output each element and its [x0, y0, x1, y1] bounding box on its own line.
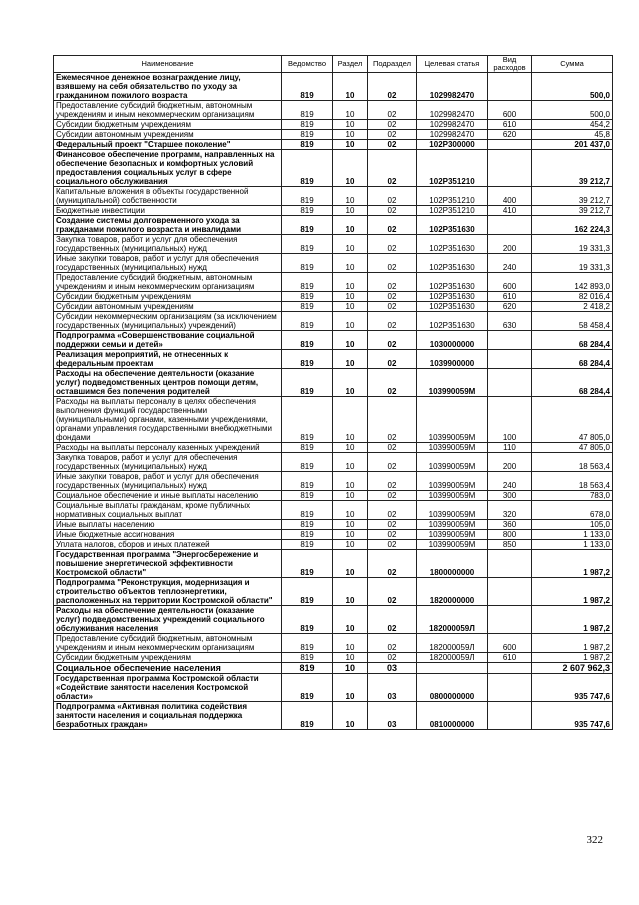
cell-target-article: 103990059М	[417, 501, 488, 520]
cell-expense-type: 410	[488, 206, 532, 216]
table-row	[54, 350, 613, 369]
cell-subsection: 02	[368, 491, 417, 501]
cell-target-article: 102P351630	[417, 235, 488, 254]
cell-sum: 1 987,2	[532, 634, 613, 653]
cell-expense-type: 110	[488, 443, 532, 453]
table-row	[54, 606, 613, 634]
cell-name: Субсидии некоммерческим организациям (за исключением государственных (муниципальных) учреждений)	[54, 312, 282, 331]
cell-target-article: 1800000000	[417, 550, 488, 578]
cell-name: Закупка товаров, работ и услуг для обеспечения государственных (муниципальных) нужд	[54, 235, 282, 254]
table-header-row	[54, 56, 613, 73]
table-row	[54, 302, 613, 312]
cell-target-article: 103990059М	[417, 530, 488, 540]
header-section: Раздел	[333, 56, 368, 73]
cell-subsection: 02	[368, 443, 417, 453]
cell-department: 819	[282, 130, 333, 140]
cell-expense-type	[488, 369, 532, 397]
cell-sum: 935 747,6	[532, 674, 613, 702]
cell-name: Государственная программа Костромской области «Содействие занятости населения Костромской области»	[54, 674, 282, 702]
cell-sum: 2 418,2	[532, 302, 613, 312]
cell-section: 10	[333, 369, 368, 397]
cell-name: Расходы на выплаты персоналу казенных учреждений	[54, 443, 282, 453]
cell-subsection: 02	[368, 397, 417, 443]
cell-section: 10	[333, 331, 368, 350]
cell-department: 819	[282, 443, 333, 453]
cell-section: 10	[333, 397, 368, 443]
table-row	[54, 491, 613, 501]
header-name: Наименование	[54, 56, 282, 73]
cell-subsection: 02	[368, 140, 417, 150]
cell-section: 10	[333, 120, 368, 130]
cell-subsection: 02	[368, 187, 417, 206]
cell-name: Бюджетные инвестиции	[54, 206, 282, 216]
cell-department: 819	[282, 501, 333, 520]
cell-target-article: 103990059М	[417, 520, 488, 530]
table-row	[54, 702, 613, 730]
cell-name: Закупка товаров, работ и услуг для обеспечения государственных (муниципальных) нужд	[54, 453, 282, 472]
cell-expense-type	[488, 331, 532, 350]
cell-section: 10	[333, 302, 368, 312]
header-expense-type: Вид расходов	[488, 56, 532, 73]
cell-target-article: 103990059М	[417, 540, 488, 550]
cell-sum: 19 331,3	[532, 235, 613, 254]
cell-name: Ежемесячное денежное вознаграждение лицу, взявшему на себя обязательство по уходу за гражданином пожилого возраста	[54, 73, 282, 101]
cell-expense-type: 630	[488, 312, 532, 331]
cell-subsection: 02	[368, 540, 417, 550]
cell-sum: 19 331,3	[532, 254, 613, 273]
cell-name: Предоставление субсидий бюджетным, автономным учреждениям и иным некоммерческим организациям	[54, 101, 282, 120]
header-department: Ведомство	[282, 56, 333, 73]
cell-name: Иные бюджетные ассигнования	[54, 530, 282, 540]
table-row	[54, 578, 613, 606]
cell-sum: 47 805,0	[532, 397, 613, 443]
table-row	[54, 530, 613, 540]
cell-department: 819	[282, 254, 333, 273]
cell-subsection: 02	[368, 472, 417, 491]
cell-section: 10	[333, 702, 368, 730]
table-row	[54, 663, 613, 674]
cell-sum: 105,0	[532, 520, 613, 530]
cell-department: 819	[282, 453, 333, 472]
cell-target-article: 103990059М	[417, 369, 488, 397]
cell-department: 819	[282, 150, 333, 187]
cell-subsection: 02	[368, 606, 417, 634]
cell-section: 10	[333, 187, 368, 206]
header-target-article: Целевая статья	[417, 56, 488, 73]
cell-name: Расходы на обеспечение деятельности (оказание услуг) подведомственных учреждений социального обслуживания населения	[54, 606, 282, 634]
cell-department: 819	[282, 187, 333, 206]
cell-department: 819	[282, 235, 333, 254]
cell-subsection: 02	[368, 150, 417, 187]
cell-expense-type: 600	[488, 101, 532, 120]
cell-sum: 500,0	[532, 101, 613, 120]
cell-expense-type: 240	[488, 254, 532, 273]
cell-sum: 68 284,4	[532, 369, 613, 397]
cell-name: Расходы на обеспечение деятельности (оказание услуг) подведомственных центров помощи детям, оставшимся без попечения родителей	[54, 369, 282, 397]
cell-name: Реализация мероприятий, не отнесенных к федеральным проектам	[54, 350, 282, 369]
cell-target-article: 102P351630	[417, 273, 488, 292]
table-row	[54, 369, 613, 397]
cell-subsection: 02	[368, 520, 417, 530]
cell-name: Субсидии автономным учреждениям	[54, 302, 282, 312]
table-row	[54, 653, 613, 663]
cell-section: 10	[333, 578, 368, 606]
cell-section: 10	[333, 273, 368, 292]
cell-section: 10	[333, 216, 368, 235]
cell-name: Предоставление субсидий бюджетным, автономным учреждениям и иным некоммерческим организациям	[54, 273, 282, 292]
cell-sum: 454,2	[532, 120, 613, 130]
cell-target-article: 103990059М	[417, 397, 488, 443]
cell-name: Государственная программа "Энергосбережение и повышение энергетической эффективности Костромской области"	[54, 550, 282, 578]
cell-subsection: 02	[368, 350, 417, 369]
cell-sum: 45,8	[532, 130, 613, 140]
table-row	[54, 550, 613, 578]
cell-expense-type	[488, 578, 532, 606]
cell-section: 10	[333, 312, 368, 331]
cell-name: Социальное обеспечение и иные выплаты населению	[54, 491, 282, 501]
cell-expense-type	[488, 550, 532, 578]
cell-department: 819	[282, 397, 333, 443]
cell-department: 819	[282, 216, 333, 235]
cell-target-article: 102P300000	[417, 140, 488, 150]
table-row	[54, 254, 613, 273]
cell-subsection: 03	[368, 663, 417, 674]
cell-name: Уплата налогов, сборов и иных платежей	[54, 540, 282, 550]
cell-target-article: 102P351210	[417, 206, 488, 216]
cell-sum: 142 893,0	[532, 273, 613, 292]
cell-department: 819	[282, 606, 333, 634]
cell-department: 819	[282, 634, 333, 653]
cell-name: Подпрограмма «Активная политика содействия занятости населения и социальная поддержка безработных граждан»	[54, 702, 282, 730]
table-row	[54, 150, 613, 187]
cell-subsection: 02	[368, 369, 417, 397]
cell-expense-type: 600	[488, 634, 532, 653]
cell-department: 819	[282, 369, 333, 397]
cell-section: 10	[333, 443, 368, 453]
cell-subsection: 03	[368, 702, 417, 730]
cell-expense-type	[488, 663, 532, 674]
cell-expense-type	[488, 140, 532, 150]
cell-section: 10	[333, 520, 368, 530]
cell-subsection: 02	[368, 578, 417, 606]
cell-target-article: 102P351630	[417, 254, 488, 273]
cell-expense-type: 200	[488, 453, 532, 472]
cell-subsection: 02	[368, 120, 417, 130]
table-row	[54, 674, 613, 702]
cell-subsection: 02	[368, 501, 417, 520]
cell-target-article: 0810000000	[417, 702, 488, 730]
cell-expense-type: 200	[488, 235, 532, 254]
cell-name: Создание системы долговременного ухода за гражданами пожилого возраста и инвалидами	[54, 216, 282, 235]
cell-name: Финансовое обеспечение программ, направленных на обеспечение безопасных и комфортных условий предоставления социальных услуг в сфере социального обслуживания	[54, 150, 282, 187]
cell-sum: 1 987,2	[532, 653, 613, 663]
cell-target-article: 1820000000	[417, 578, 488, 606]
cell-sum: 68 284,4	[532, 331, 613, 350]
cell-section: 10	[333, 235, 368, 254]
cell-department: 819	[282, 653, 333, 663]
table-row	[54, 331, 613, 350]
cell-sum: 935 747,6	[532, 702, 613, 730]
cell-expense-type: 610	[488, 120, 532, 130]
cell-target-article: 182000059Л	[417, 653, 488, 663]
cell-subsection: 02	[368, 235, 417, 254]
cell-section: 10	[333, 663, 368, 674]
cell-name: Федеральный проект "Старшее поколение"	[54, 140, 282, 150]
cell-expense-type	[488, 350, 532, 369]
cell-department: 819	[282, 206, 333, 216]
cell-expense-type: 800	[488, 530, 532, 540]
cell-section: 10	[333, 501, 368, 520]
table-row	[54, 130, 613, 140]
table-row	[54, 634, 613, 653]
cell-section: 10	[333, 653, 368, 663]
cell-section: 10	[333, 292, 368, 302]
table-row	[54, 73, 613, 101]
table-row	[54, 501, 613, 520]
cell-sum: 783,0	[532, 491, 613, 501]
cell-subsection: 02	[368, 530, 417, 540]
cell-target-article: 1029982470	[417, 130, 488, 140]
table-row	[54, 140, 613, 150]
cell-section: 10	[333, 634, 368, 653]
cell-expense-type: 100	[488, 397, 532, 443]
cell-subsection: 02	[368, 73, 417, 101]
cell-subsection: 03	[368, 674, 417, 702]
cell-target-article	[417, 663, 488, 674]
cell-sum: 1 987,2	[532, 606, 613, 634]
cell-target-article: 1039900000	[417, 350, 488, 369]
cell-department: 819	[282, 273, 333, 292]
cell-sum: 82 016,4	[532, 292, 613, 302]
table-row	[54, 120, 613, 130]
cell-department: 819	[282, 530, 333, 540]
cell-name: Иные выплаты населению	[54, 520, 282, 530]
table-row	[54, 273, 613, 292]
cell-target-article: 1030000000	[417, 331, 488, 350]
table-row	[54, 292, 613, 302]
cell-expense-type	[488, 702, 532, 730]
cell-name: Субсидии автономным учреждениям	[54, 130, 282, 140]
cell-name: Предоставление субсидий бюджетным, автономным учреждениям и иным некоммерческим организациям	[54, 634, 282, 653]
cell-name: Расходы на выплаты персоналу в целях обеспечения выполнения функций государственными (муниципальными) органами, казенными учреждениями, органами управления государственными внебюджетными фондами	[54, 397, 282, 443]
cell-expense-type	[488, 216, 532, 235]
header-subsection: Подраздел	[368, 56, 417, 73]
cell-name: Иные закупки товаров, работ и услуг для обеспечения государственных (муниципальных) нужд	[54, 472, 282, 491]
cell-section: 10	[333, 530, 368, 540]
table-row	[54, 397, 613, 443]
cell-department: 819	[282, 331, 333, 350]
cell-department: 819	[282, 350, 333, 369]
cell-sum: 68 284,4	[532, 350, 613, 369]
table-row	[54, 216, 613, 235]
cell-department: 819	[282, 540, 333, 550]
cell-subsection: 02	[368, 312, 417, 331]
cell-subsection: 02	[368, 254, 417, 273]
cell-expense-type: 610	[488, 292, 532, 302]
cell-target-article: 103990059М	[417, 472, 488, 491]
cell-section: 10	[333, 206, 368, 216]
cell-target-article: 102P351210	[417, 187, 488, 206]
cell-sum: 678,0	[532, 501, 613, 520]
cell-department: 819	[282, 302, 333, 312]
cell-section: 10	[333, 550, 368, 578]
cell-name: Субсидии бюджетным учреждениям	[54, 653, 282, 663]
cell-section: 10	[333, 350, 368, 369]
cell-section: 10	[333, 540, 368, 550]
cell-name: Иные закупки товаров, работ и услуг для обеспечения государственных (муниципальных) нужд	[54, 254, 282, 273]
table-row	[54, 101, 613, 120]
cell-sum: 2 607 962,3	[532, 663, 613, 674]
cell-target-article: 103990059М	[417, 491, 488, 501]
cell-expense-type	[488, 150, 532, 187]
cell-department: 819	[282, 578, 333, 606]
cell-sum: 500,0	[532, 73, 613, 101]
cell-section: 10	[333, 254, 368, 273]
cell-department: 819	[282, 674, 333, 702]
table-row	[54, 312, 613, 331]
cell-sum: 1 133,0	[532, 530, 613, 540]
cell-expense-type: 610	[488, 653, 532, 663]
cell-expense-type: 600	[488, 273, 532, 292]
cell-subsection: 02	[368, 302, 417, 312]
cell-name: Субсидии бюджетным учреждениям	[54, 292, 282, 302]
cell-subsection: 02	[368, 206, 417, 216]
table-row	[54, 520, 613, 530]
cell-subsection: 02	[368, 101, 417, 120]
cell-subsection: 02	[368, 634, 417, 653]
table-row	[54, 443, 613, 453]
cell-expense-type: 400	[488, 187, 532, 206]
cell-name: Капитальные вложения в объекты государственной (муниципальной) собственности	[54, 187, 282, 206]
cell-sum: 39 212,7	[532, 187, 613, 206]
cell-subsection: 02	[368, 292, 417, 302]
cell-expense-type: 850	[488, 540, 532, 550]
header-sum: Сумма	[532, 56, 613, 73]
cell-department: 819	[282, 702, 333, 730]
cell-department: 819	[282, 312, 333, 331]
table-row	[54, 472, 613, 491]
cell-target-article: 103990059М	[417, 453, 488, 472]
cell-name: Социальные выплаты гражданам, кроме публичных нормативных социальных выплат	[54, 501, 282, 520]
cell-target-article: 0800000000	[417, 674, 488, 702]
cell-target-article: 102P351630	[417, 292, 488, 302]
cell-expense-type	[488, 674, 532, 702]
table-row	[54, 453, 613, 472]
cell-sum: 1 987,2	[532, 550, 613, 578]
cell-sum: 18 563,4	[532, 453, 613, 472]
cell-expense-type: 620	[488, 130, 532, 140]
cell-sum: 1 133,0	[532, 540, 613, 550]
cell-department: 819	[282, 550, 333, 578]
table-row	[54, 235, 613, 254]
cell-section: 10	[333, 453, 368, 472]
cell-department: 819	[282, 491, 333, 501]
cell-section: 10	[333, 491, 368, 501]
cell-department: 819	[282, 140, 333, 150]
cell-section: 10	[333, 140, 368, 150]
cell-section: 10	[333, 73, 368, 101]
cell-name: Субсидии бюджетным учреждениям	[54, 120, 282, 130]
cell-subsection: 02	[368, 453, 417, 472]
cell-sum: 1 987,2	[532, 578, 613, 606]
cell-expense-type	[488, 73, 532, 101]
cell-subsection: 02	[368, 216, 417, 235]
cell-department: 819	[282, 101, 333, 120]
cell-subsection: 02	[368, 273, 417, 292]
table-row	[54, 206, 613, 216]
cell-expense-type	[488, 606, 532, 634]
cell-expense-type: 300	[488, 491, 532, 501]
cell-department: 819	[282, 292, 333, 302]
table-row	[54, 187, 613, 206]
cell-name: Подпрограмма «Совершенствование социальной поддержки семьи и детей»	[54, 331, 282, 350]
cell-expense-type: 620	[488, 302, 532, 312]
cell-subsection: 02	[368, 130, 417, 140]
cell-target-article: 1029982470	[417, 120, 488, 130]
cell-target-article: 1029982470	[417, 73, 488, 101]
cell-sum: 58 458,4	[532, 312, 613, 331]
cell-sum: 47 805,0	[532, 443, 613, 453]
cell-sum: 39 212,7	[532, 206, 613, 216]
cell-target-article: 182000059Л	[417, 606, 488, 634]
cell-expense-type: 320	[488, 501, 532, 520]
cell-section: 10	[333, 472, 368, 491]
cell-target-article: 182000059Л	[417, 634, 488, 653]
cell-department: 819	[282, 120, 333, 130]
cell-section: 10	[333, 674, 368, 702]
cell-section: 10	[333, 101, 368, 120]
cell-sum: 18 563,4	[532, 472, 613, 491]
cell-department: 819	[282, 663, 333, 674]
cell-subsection: 02	[368, 550, 417, 578]
cell-section: 10	[333, 606, 368, 634]
cell-subsection: 02	[368, 653, 417, 663]
cell-target-article: 103990059М	[417, 443, 488, 453]
cell-subsection: 02	[368, 331, 417, 350]
cell-name: Социальное обеспечение населения	[54, 663, 282, 674]
cell-target-article: 102P351630	[417, 312, 488, 331]
cell-department: 819	[282, 472, 333, 491]
cell-sum: 162 224,3	[532, 216, 613, 235]
cell-expense-type: 360	[488, 520, 532, 530]
cell-department: 819	[282, 73, 333, 101]
page-number: 322	[586, 834, 603, 846]
cell-target-article: 102P351630	[417, 216, 488, 235]
cell-target-article: 1029982470	[417, 101, 488, 120]
cell-section: 10	[333, 150, 368, 187]
budget-table	[53, 55, 613, 730]
cell-sum: 201 437,0	[532, 140, 613, 150]
cell-expense-type: 240	[488, 472, 532, 491]
cell-department: 819	[282, 520, 333, 530]
cell-sum: 39 212,7	[532, 150, 613, 187]
cell-target-article: 102P351210	[417, 150, 488, 187]
table-row	[54, 540, 613, 550]
table-body	[54, 73, 613, 730]
cell-section: 10	[333, 130, 368, 140]
cell-target-article: 102P351630	[417, 302, 488, 312]
cell-name: Подпрограмма "Реконструкция, модернизация и строительство объектов теплоэнергетики, расположенных на территории Костромской области"	[54, 578, 282, 606]
